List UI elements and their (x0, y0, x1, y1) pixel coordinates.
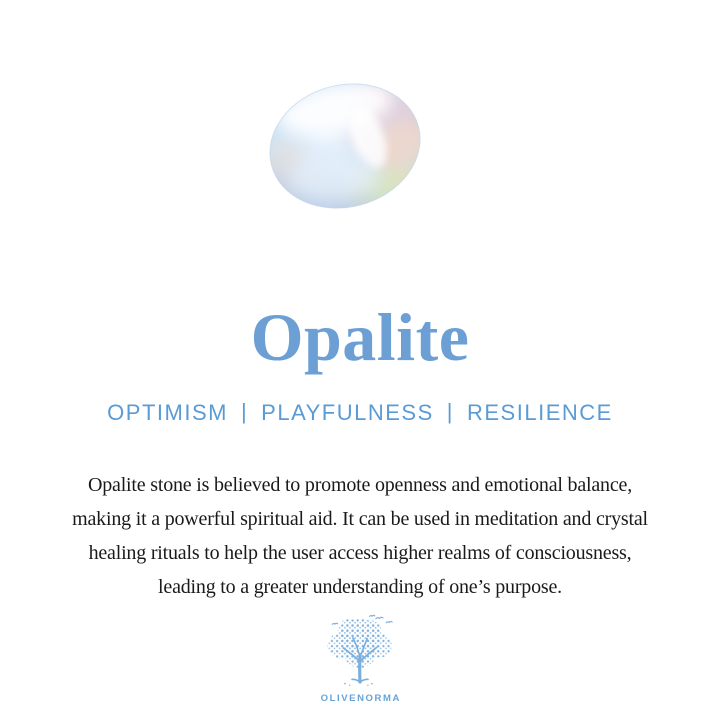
traits-row (0, 399, 720, 427)
description-line: leading to a greater understanding of one’s purpose. (158, 576, 562, 598)
opalite-stone-image (255, 70, 435, 222)
description-line: healing rituals to help the user access higher realms of consciousness, (88, 542, 632, 564)
description-line: making it a powerful spiritual aid. It can be used in meditation and crystal (72, 508, 648, 530)
olive-tree-logo-icon (320, 614, 400, 690)
ground-specks (344, 683, 373, 686)
trait-optimism: OPTIMISM (107, 400, 228, 425)
description-paragraph (0, 468, 720, 604)
trait-resilience: RESILIENCE (467, 400, 613, 425)
description-line: Opalite stone is believed to promote openness and emotional balance, (87, 474, 633, 496)
brand-footer (0, 614, 720, 704)
trait-separator: | (446, 399, 454, 424)
trait-separator: | (240, 399, 249, 424)
opalite-stone-graphic (255, 70, 435, 222)
brand-name: OLIVENORMA (320, 693, 401, 704)
stone-title: Opalite (250, 299, 470, 375)
trait-playfulness: PLAYFULNESS (261, 400, 434, 425)
